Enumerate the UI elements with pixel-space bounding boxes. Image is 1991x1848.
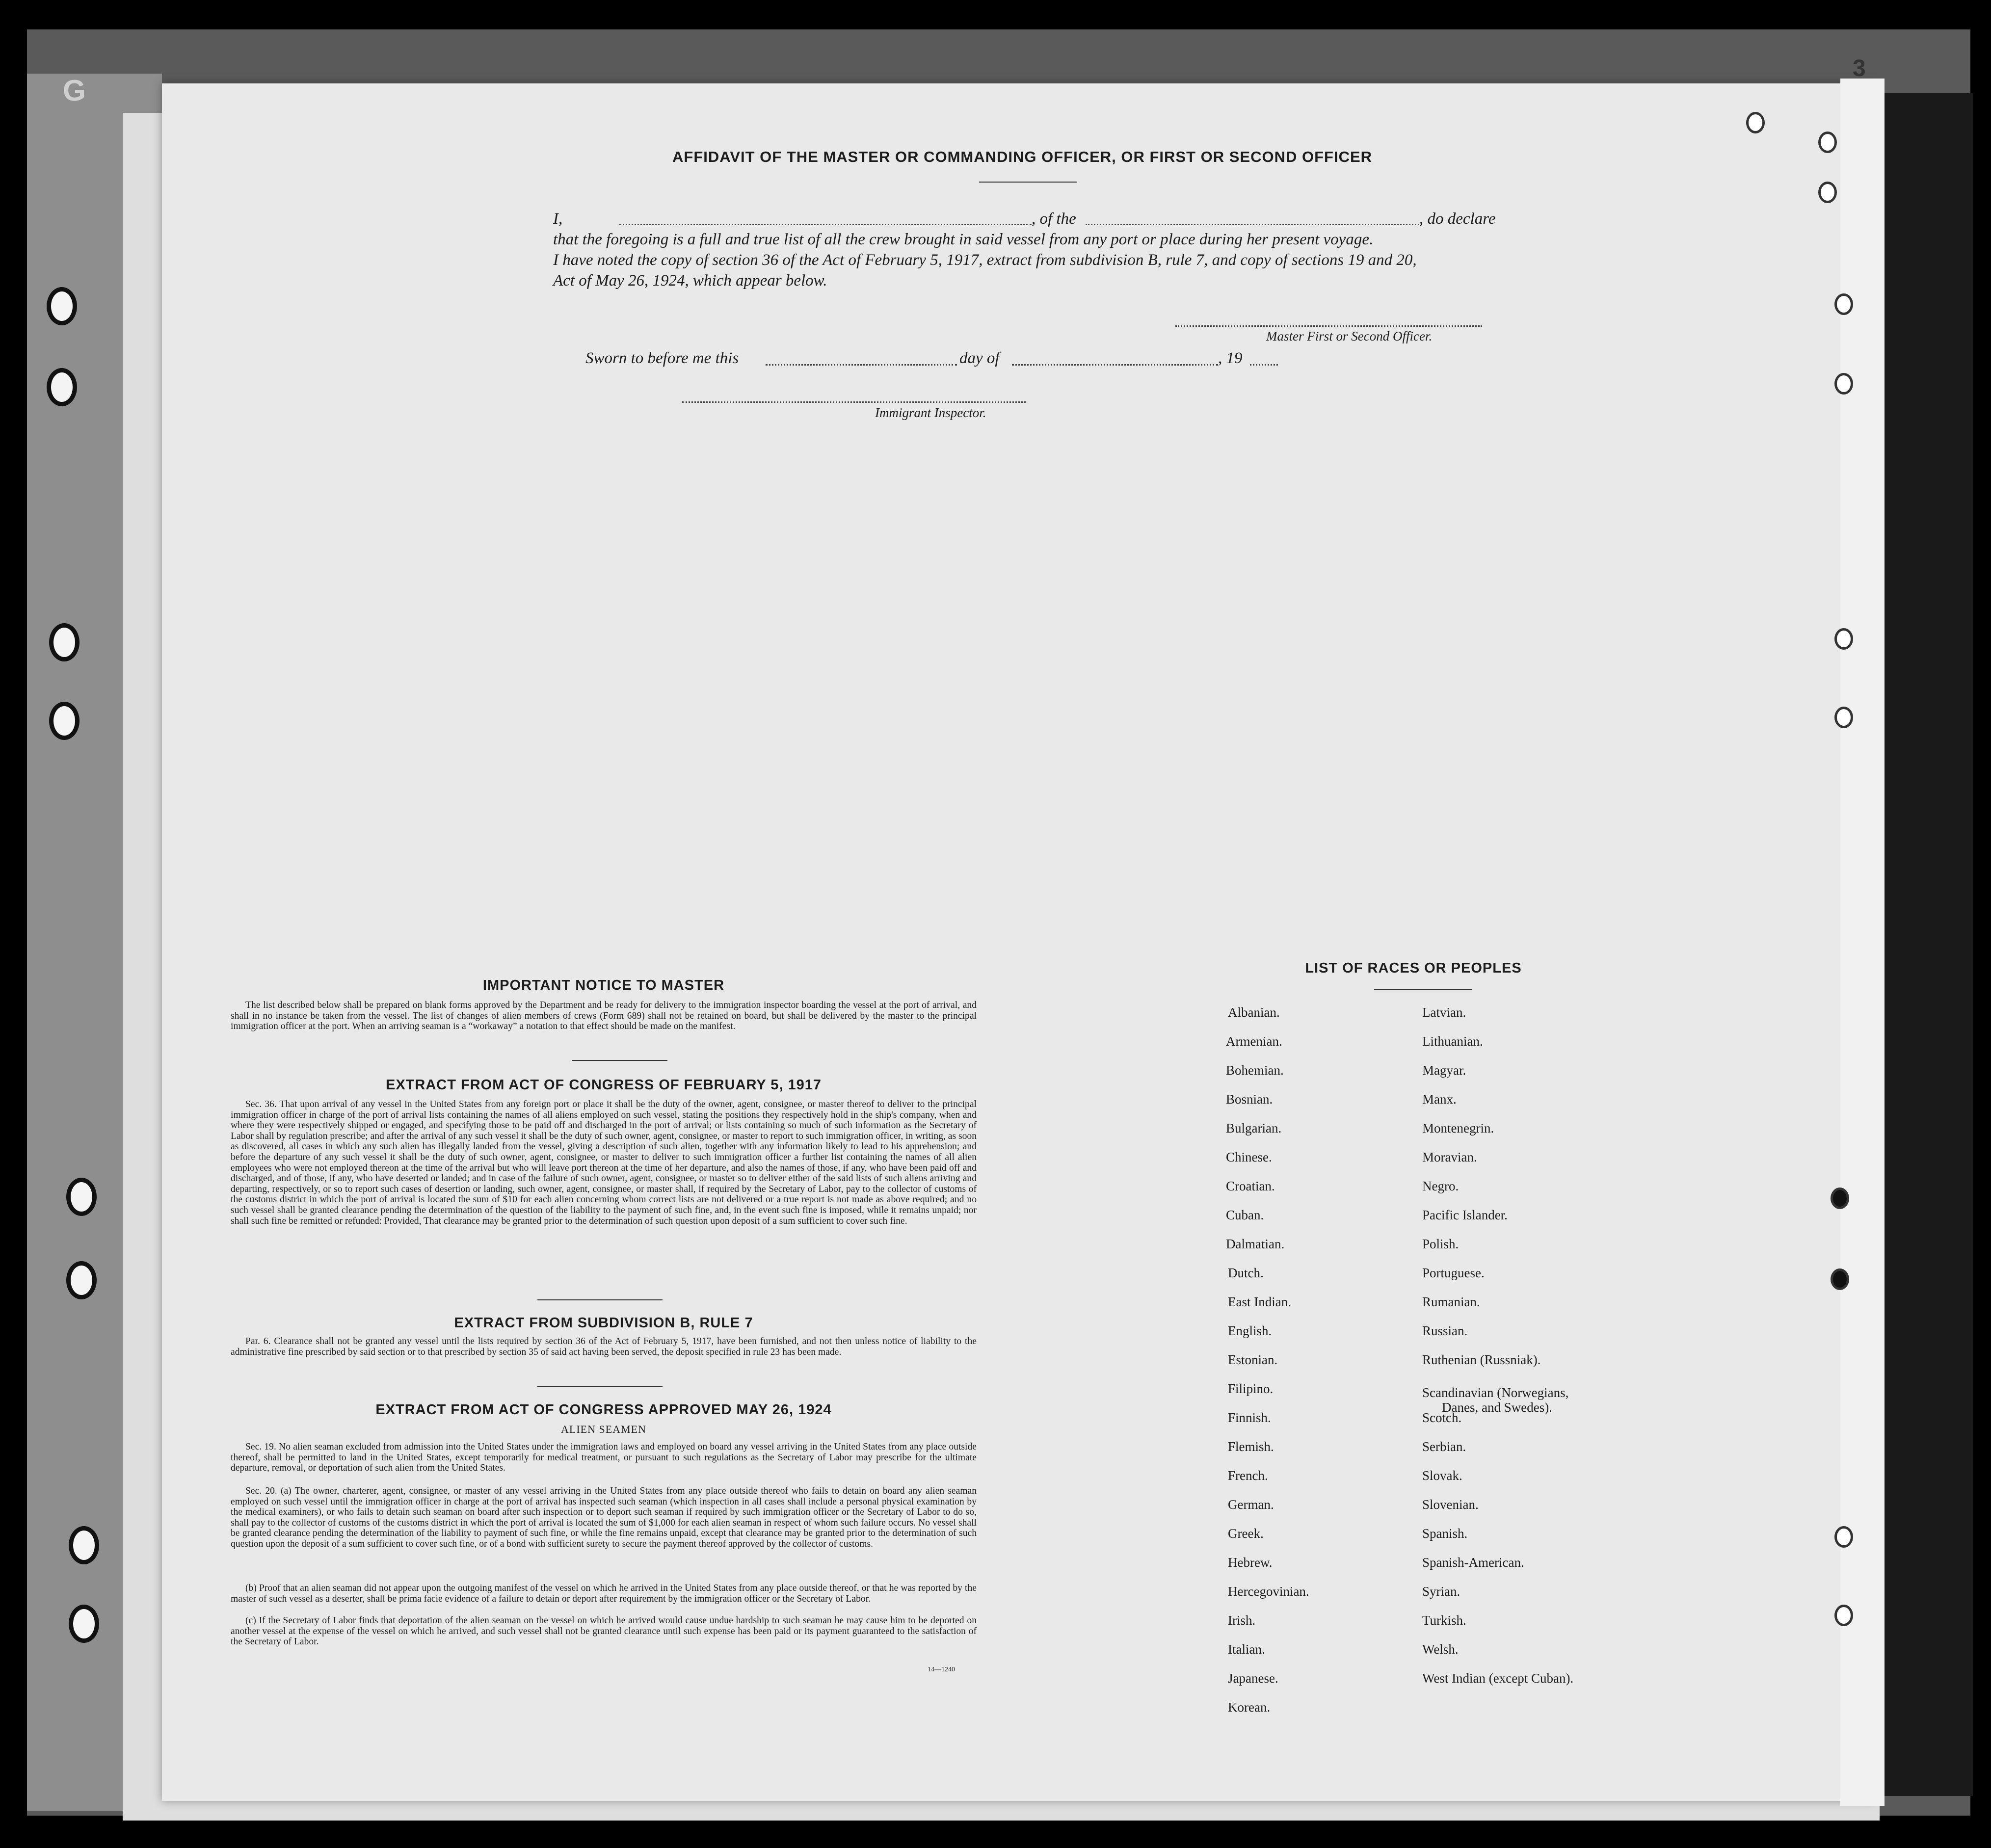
affidavit-line-3: I have noted the copy of section 36 of the Act of February 5, 1917, extract from subdivision B, rule 7, and copy of sections 19 and 20,	[553, 251, 1417, 269]
sec-19-body: Sec. 19. No alien seaman excluded from admission into the United States under the immigration laws and employed on board any vessel arriving in the United States from any place outside thereof, shall be permitted to land in the United States, except temporarily for medical treatment, or pursuant to such regulations as the Secretary of Labor may prescribe for the ultimate departure, removal, or deportation of such alien from the United States.	[231, 1442, 977, 1474]
race-item: Hercegovinian.	[1228, 1584, 1309, 1599]
race-item: Syrian.	[1422, 1584, 1460, 1599]
section-rule	[537, 1299, 663, 1300]
races-title: LIST OF RACES OR PEOPLES	[1305, 960, 1522, 976]
punch-hole	[1834, 628, 1853, 650]
binder-hole	[69, 1526, 99, 1564]
race-item: French.	[1228, 1468, 1268, 1483]
master-signature-caption: Master First or Second Officer.	[1266, 329, 1433, 343]
notice-body: The list described below shall be prepared on blank forms approved by the Department and be ready for delivery to the immigration inspector boarding the vessel at the port of arrival, and shall in no instance be taken from the vessel. The list of changes of alien members of crews (Form 689) shall not be retained on board, but shall be delivered by the master to the principal immigration officer at the port. When an arriving seaman is a “workaway” a notation to that effect should be made on the manifest.	[231, 1000, 977, 1032]
punch-hole	[1834, 707, 1853, 728]
sec-20c-body: (c) If the Secretary of Labor finds that deportation of the alien seaman on the vessel on which he arrived would cause undue hardship to such seaman he may cause him to be deported on another vessel at the expense of the vessel on which he arrived, and such vessel shall not be granted clearance until such expense has been paid or its payment guaranteed to the satisfaction of the Secretary of Labor.	[231, 1615, 977, 1647]
inspector-caption: Immigrant Inspector.	[875, 405, 986, 420]
race-item: Spanish-American.	[1422, 1555, 1524, 1570]
race-item: Filipino.	[1228, 1381, 1274, 1396]
race-item: Serbian.	[1422, 1439, 1466, 1454]
sworn-year-label: , 19	[1218, 349, 1243, 367]
punch-hole	[1834, 1526, 1853, 1548]
affidavit-i-label: I,	[553, 210, 563, 228]
punch-hole	[1746, 112, 1765, 133]
race-item: Moravian.	[1422, 1150, 1477, 1164]
sworn-day-line	[766, 364, 957, 366]
race-item: Lithuanian.	[1422, 1034, 1483, 1049]
punch-hole	[1834, 373, 1853, 395]
title-rule	[979, 182, 1077, 183]
extract-1917-body: Sec. 36. That upon arrival of any vessel in the United States from any foreign port or place it shall be the duty of the owner, agent, consignee, or master thereof to deliver to the principal immigration officer in charge of the port of arrival lists containing the names of all aliens employed on such vessel, stating the positions they respectively hold in the ship's company, when and where they were respectively shipped or engaged, and specifying those to be paid off and discharged in the port of arrival; or lists containing so much of such information as the Secretary of Labor shall by regulation prescribe; and after the arrival of any such vessel it shall be the duty of such owner, agent, consignee, or master to report to such immigration officer, in writing, as soon as discovered, all cases in which any such alien has illegally landed from the vessel, giving a description of such alien, together with any information likely to lead to his apprehension; and before the departure of any such vessel it shall be the duty of such owner, agent, consignee, or master to deliver to such immigration officer a further list containing the names of all alien employees who were not employed thereon at the time of the arrival but who will leave port thereon at the time of her departure, and also the names of those, if any, who have been paid off and discharged, and of those, if any, who have deserted or landed; and in case of the failure of such owner, agent, consignee, or master so to deliver either of the said lists of such aliens arriving and departing, respectively, or so to report such cases of desertion or landing, such owner, agent, consignee, or master shall, if required by the Secretary of Labor, pay to the collector of customs of the customs district in which the port of arrival is located the sum of $10 for each alien concerning whom correct lists are not delivered or a true report is not made as above required; and no such vessel shall be granted clearance pending the determination of the question of the liability to the payment of such fine, and, in the event such fine is imposed, while it remains unpaid; nor shall such fine be remitted or refunded: Provided, That clearance may be granted prior to the determination of such question upon deposit of a sum sufficient to cover such fine.	[231, 1099, 977, 1226]
race-item: Manx.	[1422, 1092, 1457, 1107]
sec-20b-body: (b) Proof that an alien seaman did not appear upon the outgoing manifest of the vessel on which he arrived in the United States from any place outside thereof, or that he was reported by the master of such vessel as a deserter, shall be prima facie evidence of a failure to detain or deport after requirement by the immigration officer or the Secretary of Labor.	[231, 1583, 977, 1604]
race-item: West Indian (except Cuban).	[1422, 1671, 1574, 1686]
race-item: Irish.	[1228, 1613, 1256, 1628]
corner-mark-right: 3	[1853, 55, 1866, 81]
race-item: Portuguese.	[1422, 1266, 1485, 1280]
sworn-year-line	[1250, 364, 1278, 366]
race-item: Russian.	[1422, 1323, 1468, 1338]
affidavit-title: AFFIDAVIT OF THE MASTER OR COMMANDING OFFICER, OR FIRST OR SECOND OFFICER	[672, 148, 1373, 165]
race-item: Armenian.	[1226, 1034, 1282, 1049]
races-title-rule	[1374, 989, 1472, 990]
race-item: Magyar.	[1422, 1063, 1466, 1078]
affidavit-of-the-label: , of the	[1032, 210, 1076, 228]
punch-hole	[1818, 182, 1837, 203]
binder-hole	[47, 287, 77, 325]
binder-hole	[49, 623, 80, 661]
sworn-month-line	[1012, 364, 1218, 366]
binder-hole	[47, 368, 77, 406]
binder-hole	[69, 1605, 99, 1643]
race-item: Japanese.	[1228, 1671, 1278, 1686]
notice-heading: IMPORTANT NOTICE TO MASTER	[482, 977, 725, 993]
race-item: Bosnian.	[1226, 1092, 1273, 1107]
corner-mark-left: G	[63, 74, 86, 107]
race-item: Greek.	[1228, 1526, 1264, 1541]
race-item: Slovenian.	[1422, 1497, 1479, 1512]
race-item: Slovak.	[1422, 1468, 1462, 1483]
race-item: Korean.	[1228, 1700, 1271, 1715]
sworn-label: Sworn to before me this	[585, 349, 739, 367]
extract-1924-heading: EXTRACT FROM ACT OF CONGRESS APPROVED MAY 26, 1924	[375, 1402, 832, 1418]
race-item: Pacific Islander.	[1422, 1208, 1508, 1222]
race-item: Finnish.	[1228, 1410, 1271, 1425]
race-item: Danes, and Swedes).	[1442, 1400, 1552, 1415]
affidavit-line-2: that the foregoing is a full and true list of all the crew brought in said vessel from any port or place during her present voyage.	[553, 231, 1374, 248]
race-item: Italian.	[1228, 1642, 1265, 1657]
affidavit-line-4: Act of May 26, 1924, which appear below.	[553, 272, 827, 290]
rule7-heading: EXTRACT FROM SUBDIVISION B, RULE 7	[454, 1315, 753, 1331]
affidavit-declare-label: , do declare	[1419, 210, 1496, 228]
race-item: Albanian.	[1228, 1005, 1280, 1020]
race-item: German.	[1228, 1497, 1274, 1512]
race-item: East Indian.	[1228, 1294, 1291, 1309]
race-item: Rumanian.	[1422, 1294, 1480, 1309]
master-name-line	[619, 224, 1032, 225]
extract-1917-heading: EXTRACT FROM ACT OF CONGRESS OF FEBRUARY 5, 1917	[385, 1077, 822, 1093]
section-rule	[572, 1060, 667, 1061]
race-item: Croatian.	[1226, 1179, 1275, 1193]
race-item: Hebrew.	[1228, 1555, 1273, 1570]
rule7-body: Par. 6. Clearance shall not be granted any vessel until the lists required by section 36 of the Act of February 5, 1917, have been furnished, and not then unless notice of liability to the administrative fine prescribed by said section or to that prescribed by section 35 of said act having been served, the deposit specified in rule 23 has been made.	[231, 1336, 977, 1357]
race-item: Negro.	[1422, 1179, 1459, 1193]
race-item: Scandinavian (Norwegians,	[1422, 1385, 1569, 1400]
race-item: Bulgarian.	[1226, 1121, 1282, 1135]
punch-hole	[1831, 1188, 1849, 1209]
master-signature-line	[1175, 325, 1482, 327]
form-number: 14—1240	[928, 1666, 955, 1673]
race-item: Ruthenian (Russniak).	[1422, 1352, 1541, 1367]
adjacent-page-edge	[1885, 93, 1973, 1796]
race-item: Bohemian.	[1226, 1063, 1284, 1078]
race-item: Turkish.	[1422, 1613, 1466, 1628]
race-item: Polish.	[1422, 1237, 1459, 1251]
section-rule	[537, 1386, 663, 1387]
race-item: Dutch.	[1228, 1266, 1264, 1280]
race-item: English.	[1228, 1323, 1272, 1338]
vessel-name-line	[1086, 224, 1419, 225]
race-item: Dalmatian.	[1226, 1237, 1285, 1251]
race-item: Welsh.	[1422, 1642, 1459, 1657]
race-item: Montenegrin.	[1422, 1121, 1494, 1135]
race-item: Cuban.	[1226, 1208, 1264, 1222]
binder-hole	[49, 702, 80, 740]
punch-hole	[1834, 293, 1853, 315]
sworn-day-of-label: day of	[959, 349, 1000, 367]
race-item: Estonian.	[1228, 1352, 1278, 1367]
binder-hole	[66, 1178, 97, 1216]
sec-20a-body: Sec. 20. (a) The owner, charterer, agent, consignee, or master of any vessel arriving in the United States from any place outside thereof who fails to detain on board any alien seaman employed on such vessel until the immigration officer in charge at the port of arrival has inspected such seaman (which inspection in all cases shall include a personal physical examination by the medical examiners), or who fails to detain such seaman on board after such inspection or to deport such seaman if required by such immigration officer or the Secretary of Labor to do so, shall pay to the collector of customs of the customs district in which the port of arrival is located the sum of $1,000 for each alien seaman in respect of whom such failure occurs. No vessel shall be granted clearance pending the determination of the liability to payment of such fine, or while the fine remains unpaid, except that clearance may be granted prior to the determination of such question upon the deposit of a sum sufficient to cover such fine, or of a bond with sufficient surety to secure the payment thereof approved by the collector of customs.	[231, 1486, 977, 1549]
punch-hole	[1831, 1268, 1849, 1290]
race-item: Chinese.	[1226, 1150, 1272, 1164]
race-item: Scotch.	[1422, 1410, 1462, 1425]
inspector-signature-line	[682, 401, 1026, 403]
race-item: Latvian.	[1422, 1005, 1466, 1020]
punch-hole	[1818, 132, 1837, 153]
binder-hole	[66, 1261, 97, 1299]
race-item: Flemish.	[1228, 1439, 1274, 1454]
punch-hole	[1834, 1605, 1853, 1626]
race-item: Spanish.	[1422, 1526, 1468, 1541]
alien-seamen-subheading: ALIEN SEAMEN	[561, 1423, 646, 1435]
